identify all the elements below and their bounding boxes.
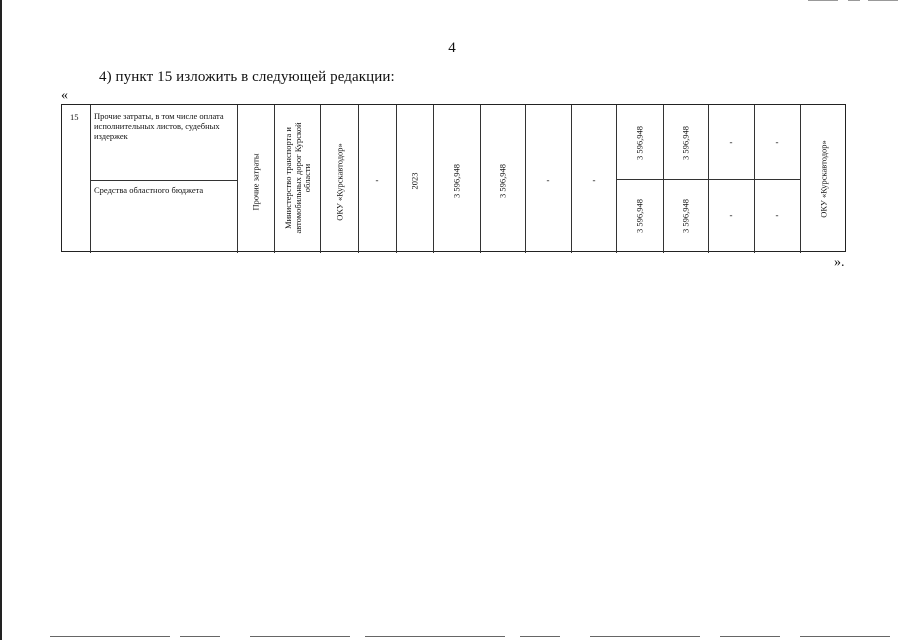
lower-amount-b: 3 596,948 <box>680 199 691 233</box>
amendment-heading: 4) пункт 15 изложить в следующей редакции: <box>99 69 395 85</box>
upper-amount-a: 3 596,948 <box>634 126 645 160</box>
scan-artifact-top <box>808 0 898 2</box>
subrow-name: Средства областного бюджета <box>94 185 204 195</box>
executor-name: ОКУ «Курскавтодор» <box>818 140 829 218</box>
row-number: 15 <box>70 112 79 122</box>
dash-cell: - <box>546 175 550 185</box>
amount-total-2: 3 596,948 <box>497 164 508 198</box>
amount-total-1: 3 596,948 <box>451 164 462 198</box>
closing-quote: ». <box>834 255 845 270</box>
cost-type: Прочие затраты <box>250 153 261 211</box>
row-name: Прочие затраты, в том числе оплата исполнительных листов, судебных издержек <box>94 111 224 141</box>
opening-quote: « <box>61 88 68 103</box>
lower-amount-a: 3 596,948 <box>634 199 645 233</box>
ministry-name: Министерство транспорта и автомобильных дорог Курской области <box>282 122 312 234</box>
upper-dash-c: - <box>729 137 733 147</box>
customer-name: ОКУ «Курскавтодор» <box>334 143 345 221</box>
dash-cell: - <box>375 175 379 185</box>
year-cell: 2023 <box>409 172 420 190</box>
page-left-border <box>0 0 2 640</box>
dash-cell: - <box>592 175 596 185</box>
lower-dash-d: - <box>775 210 779 220</box>
page-number: 4 <box>448 40 456 56</box>
scan-artifact-bottom <box>0 634 906 640</box>
upper-amount-b: 3 596,948 <box>680 126 691 160</box>
amendment-table <box>61 104 846 252</box>
upper-dash-d: - <box>775 137 779 147</box>
lower-dash-c: - <box>729 210 733 220</box>
